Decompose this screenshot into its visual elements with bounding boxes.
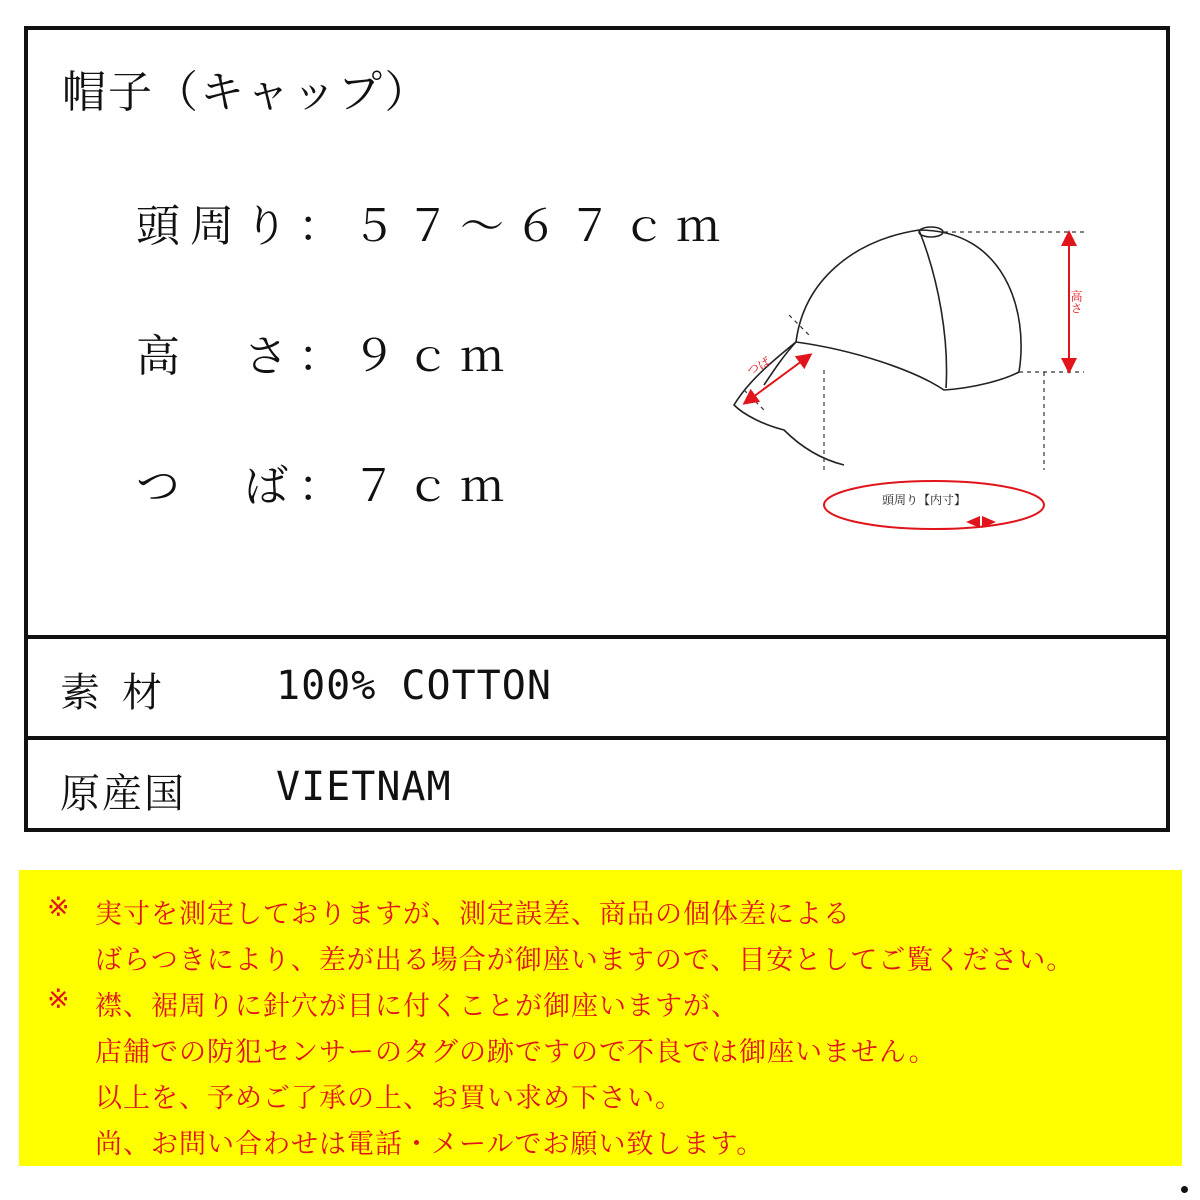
notice-mark-1: ※ [47,892,70,923]
notice-box [19,870,1182,1166]
material-row [28,639,1166,736]
notice-line-2: ばらつきにより、差が出る場合が御座いますので、目安としてご覧ください。 [95,945,1075,976]
size-chart-panel [24,26,1170,832]
corner-dot [1181,1186,1188,1193]
spec-height: 高 さ：９ｃｍ [136,331,514,382]
spec-head-circumference: 頭周り：５７～６７ｃｍ [136,201,730,252]
cap-measurement-diagram [714,220,1094,540]
origin-label: 原産国 [60,771,186,817]
cap-outline [734,227,1021,465]
height-label: 高さ [1069,290,1083,314]
notice-line-4: 店舗での防犯センサーのタグの跡ですので不良では御座いません。 [95,1037,937,1068]
guide-lines [744,232,1084,470]
product-title: 帽子（キャップ） [62,67,431,118]
spec-brim: つ ば：７ｃｍ [136,461,514,512]
origin-row [28,740,1166,837]
material-value: 100% COTTON [276,663,552,709]
origin-value: VIETNAM [276,764,452,810]
material-label: 素材 [60,670,184,716]
head-arrow-left [966,516,980,528]
notice-mark-2: ※ [47,984,70,1015]
notice-line-6: 尚、お問い合わせは電話・メールでお願い致します。 [95,1129,765,1160]
brim-label: つば [744,354,773,379]
notice-line-3: 襟、裾周りに針穴が目に付くことが御座いますが、 [95,991,739,1022]
head-label: 頭周り【内寸】 [882,493,967,507]
notice-line-1: 実寸を測定しておりますが、測定誤差、商品の個体差による [95,899,851,930]
notice-line-5: 以上を、予めご了承の上、お買い求め下さい。 [95,1083,683,1114]
size-section [28,30,1166,635]
